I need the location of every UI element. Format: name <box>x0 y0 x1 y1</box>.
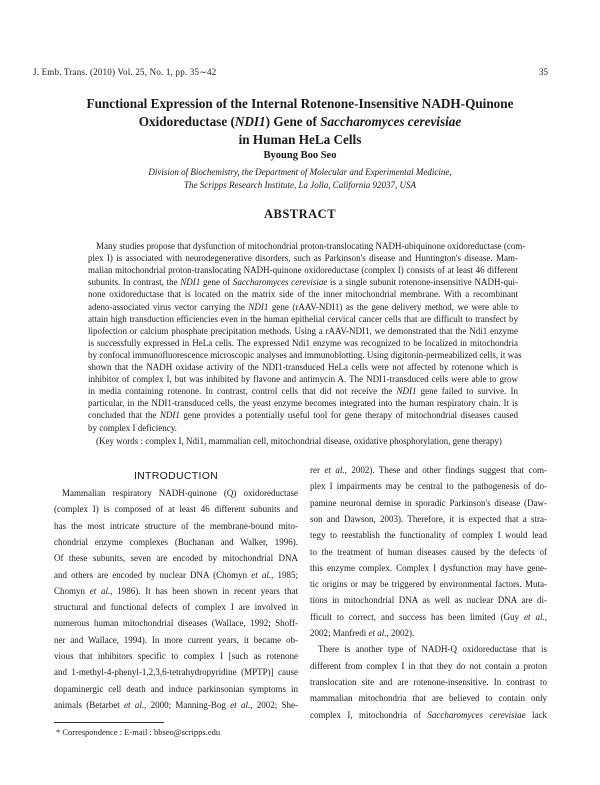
body-text-line: tegy to reestablish the functionality of complex I would lead <box>310 530 547 541</box>
abstract-line: is successfully expressed in HeLa cells. The expressed Ndi1 enzyme was recognized to be localized in mitochondria <box>88 337 518 348</box>
journal-citation: J. Emb. Trans. (2010) Vol. 25, No. 1, pp. 35∼42 <box>33 67 217 77</box>
body-text-line: Chomyn et al., 1986). It has been shown in recent years that <box>54 585 298 596</box>
body-text-line: tions in mitochondrial DNA as well as nuclear DNA are di- <box>310 595 547 606</box>
body-text-line: mammalian mitochondria that are believed to contain only <box>310 693 547 704</box>
body-text-line: animals (Betarbet et al., 2000; Manning-Bog et al., 2002; She- <box>54 699 299 710</box>
abstract-line: by complex I deficiency. <box>88 422 177 433</box>
title-line-1: Functional Expression of the Internal Rotenone-Insensitive NADH-Quinone <box>86 96 514 111</box>
body-text-line: ner and Wallace, 1994). In more current years, it became ob- <box>54 634 298 645</box>
author: Byoung Boo Seo <box>263 150 337 161</box>
body-text-line: translocation site and are rotenone-insensitive. In contrast to <box>310 676 547 687</box>
body-text-line: structural and functional defects of complex I are involved in <box>54 602 298 613</box>
abstract-line: in media containing rotenone. In contrast, control cells that did not receive the NDI1 gene failed to survive. In <box>88 386 518 397</box>
body-text-line: different from complex I in that they do not contain a proton <box>310 660 547 671</box>
footnote-correspondence: * Correspondence : E-mail : bbseo@scripps.edu <box>56 727 221 737</box>
keywords: (Key words : complex I, Ndi1, mammalian cell, mitochondrial disease, oxidative phosphorylation, gene therapy) <box>96 436 502 446</box>
page-number: 35 <box>539 67 548 77</box>
abstract-line: inhibitor of complex I, but was inhibited by flavone and antimycin A. The NDI1-transduced cells were able to grow <box>88 374 518 385</box>
abstract-line: lipofection or calcium phosphate precipitation methods. Using a rAAV-NDI1, we demonstrated that the Ndi1 enzyme <box>88 325 518 336</box>
body-text-line: son and Dawson, 2003). Therefore, it is expected that a stra- <box>310 513 547 524</box>
body-text-line: vious that inhibitors specific to complex I [such as rotenone <box>54 651 298 661</box>
body-text-line: (complex I) is composed of at least 46 different subunits and <box>54 504 298 515</box>
abstract-line: attain high transduction efficiencies even in the human epithelial cervical cancer cells that are difficult to transfect by <box>88 313 518 324</box>
abstract-line: malian mitochondrial proton-translocating NADH-quinone oxidoreductase (complex I) consists of at least 46 different <box>88 265 518 276</box>
body-text-line: Of these subunits, seven are encoded by mitochondrial DNA <box>54 553 298 564</box>
abstract-line: adeno-associated virus vector carrying the NDI1 gene (rAAV-NDI1) as the gene delivery method, we were able to <box>88 301 519 312</box>
abstract-line: concluded that the NDI1 gene provides a potentially useful tool for gene therapy of mitochondrial diseases caused <box>88 410 518 421</box>
body-text-line: rer et al., 2002). These and other findings suggest that com- <box>310 465 547 475</box>
section-heading-introduction: INTRODUCTION <box>133 470 219 482</box>
title-line-2: Oxidoreductase (NDI1) Gene of Saccharomyces cerevisiae <box>138 114 462 129</box>
abstract-line: by confocal immunofluorescence microscopic analyses and immunoblotting. Using digitonin-permeabilized cells, it was <box>88 349 522 360</box>
body-text-line: There is another type of NADH-Q oxidoreductase that is <box>318 644 547 655</box>
affiliation-line-2: The Scripps Research Institute, La Jolla, California 92037, USA <box>184 180 416 190</box>
body-text-line: numerous human mitochondrial diseases (Wallace, 1992; Shoff- <box>54 618 298 629</box>
body-text-line: and others are encoded by nuclear DNA (Chomyn et al., 1985; <box>54 569 298 580</box>
abstract-line: Many studies propose that dysfunction of mitochondrial proton-translocating NADH-ubiquinone oxidoreductase (com- <box>96 241 526 251</box>
abstract-line: plex I) is associated with neurodegenerative disorders, such as Parkinson's disease and Huntington's disease. Mam- <box>88 253 518 264</box>
abstract-line: none oxidoreductase that is located on the matrix side of the inner mitochondrial membrane. With a recombinant <box>88 289 518 300</box>
title-line-3: in Human HeLa Cells <box>238 132 362 147</box>
body-text-line: to the treatment of human diseases caused by the defects of <box>310 546 547 557</box>
body-text-line: this enzyme complex. Complex I dysfunction may have gene- <box>310 562 547 573</box>
abstract-line: subunits. In contrast, the NDI1 gene of Saccharomyces cerevisiae is a single subunit rotenone-insensitive NADH-qui- <box>88 277 518 288</box>
body-text-line: and 1-methyl-4-phenyl-1,2,3,6-tetrahydropyridine (MPTP)] cause <box>54 667 298 678</box>
body-text-line: chondrial enzyme complexes (Buchanan and Walker, 1996). <box>54 536 298 547</box>
body-text-line: complex I, mitochondria of Saccharomyces cerevisiae lack <box>310 709 547 720</box>
abstract-heading: ABSTRACT <box>263 207 337 221</box>
body-text-line: tic origins or may be triggered by environmental factors. Muta- <box>310 579 547 590</box>
body-text-line: has the most intricate structure of the membrane-bound mito- <box>54 520 298 531</box>
abstract-line: shown that the NADH oxidase activity of the NDI1-transduced HeLa cells were not affected by rotenone which is <box>88 362 518 372</box>
body-text-line: dopaminergic cell death and induce parkinsonian symptoms in <box>54 683 298 694</box>
body-text-line: plex I impairments may be central to the pathogenesis of do- <box>310 481 547 492</box>
body-text-line: fficult to correct, and success has been limited (Guy et al., <box>310 611 547 622</box>
affiliation-line-1: Division of Biochemistry, the Department of Molecular and Experimental Medicine, <box>148 167 452 177</box>
abstract-line: particular, in the NDI1-transduced cells, the yeast enzyme becomes integrated into the human respiratory chain. It is <box>88 398 518 409</box>
body-text-line: Mammalian respiratory NADH-quinone (Q) oxidoreductase <box>62 488 298 498</box>
footnote-rule <box>54 722 164 723</box>
body-text-line: pamine neuronal demise in sporadic Parkinson's disease (Daw- <box>310 497 547 508</box>
body-text-line: 2002; Manfredi et al., 2002). <box>310 628 415 638</box>
